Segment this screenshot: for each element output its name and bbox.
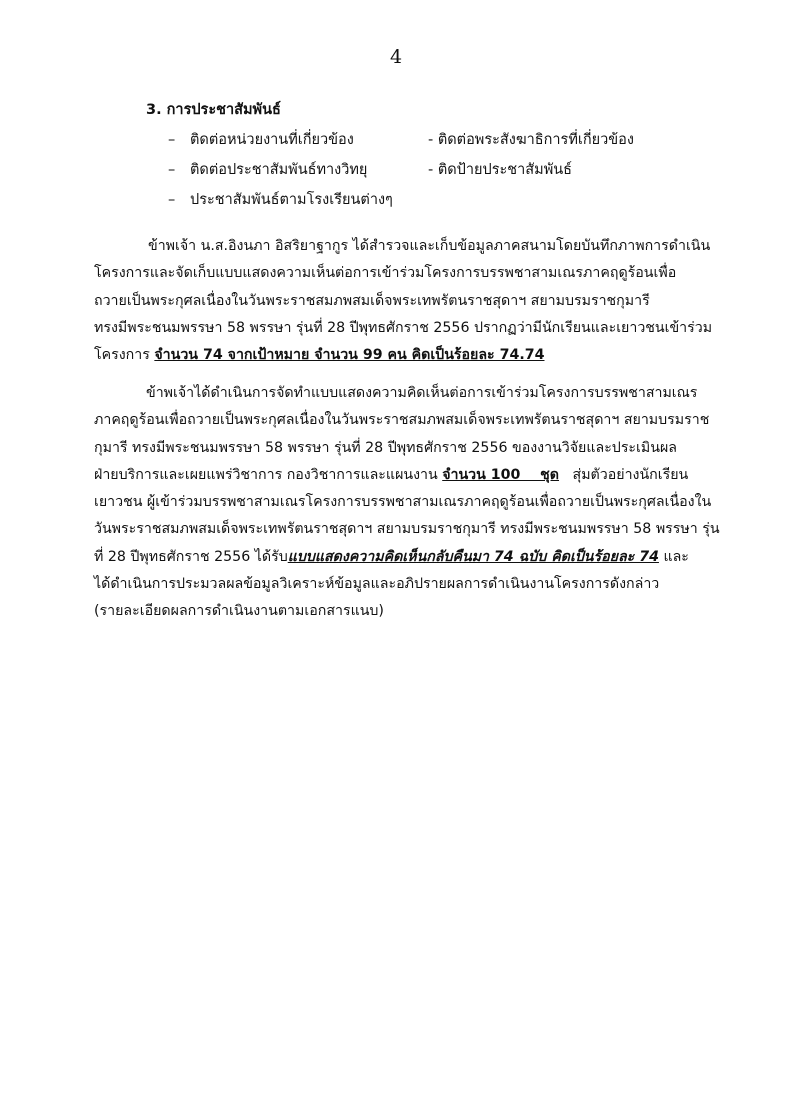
- bullet-text: ประชาสัมพันธ์ตามโรงเรียนต่างๆ: [190, 192, 393, 208]
- page-number: 4: [389, 46, 403, 68]
- bullet-text: ติดต่อพระสังฆาธิการที่เกี่ยวข้อง: [437, 132, 634, 148]
- paragraph-line: ถวายเป็นพระกุศลเนื่องในวันพระราชสมภพสมเด็จพระเทพรัตนราชสุดาฯ สยามบรมราชกุมารี: [94, 292, 650, 309]
- bullet-item: [168, 158, 367, 181]
- paragraph-line: ข้าพเจ้า น.ส.อิงนภา อิสริยาฐากูร ได้สำรวจและเก็บข้อมูลภาคสนามโดยบันทึกภาพการดำเนิน: [148, 238, 711, 254]
- paragraph-line: วันพระราชสมภพสมเด็จพระเทพรัตนราชสุดาฯ สยามบรมราชกุมารี ทรงมีพระชนมพรรษา 58 พรรษา รุ่น: [94, 521, 720, 538]
- paragraph-line: ได้ดำเนินการประมวลผลข้อมูลวิเคราะห์ข้อมูลและอภิปรายผลการดำเนินงานโครงการดังกล่าว: [94, 576, 660, 593]
- paragraph-line: [94, 342, 666, 369]
- paragraph-line: [94, 462, 689, 489]
- text-segment: ฝ่ายบริการและเผยแพร่วิชาการ กองวิชาการและแผนงาน: [94, 466, 443, 483]
- bullet-dash: –: [168, 132, 176, 148]
- bullet-text: ติดต่อประชาสัมพันธ์ทางวิทยุ: [190, 162, 368, 178]
- bullet-item: [428, 158, 572, 181]
- emphasis-sets: จำนวน 100 ชุด: [442, 466, 560, 483]
- paragraph-line: ภาคฤดูร้อนเพื่อถวายเป็นพระกุศลเนื่องในวันพระราชสมภพสมเด็จพระเทพรัตนราชสุดาฯ สยามบรมราช: [94, 412, 710, 429]
- section-title: 3. การประชาสัมพันธ์: [146, 102, 281, 118]
- paragraph-2: [94, 380, 720, 626]
- paragraph-line: ทรงมีพระชนมพรรษา 58 พรรษา รุ่นที่ 28 ปีพุทธศักราช 2556 ปรากฏว่ามีนักเรียนและเยาวชนเข้าร่วม: [94, 319, 713, 336]
- emphasis-returned: แบบแสดงความคิดเห็นกลับคืนมา 74 ฉบับ คิดเป็นร้อยละ 74: [287, 548, 659, 565]
- paragraph-line: เยาวชน ผู้เข้าร่วมบรรพชาสามเณรโครงการบรรพชาสามเณรภาคฤดูร้อนเพื่อถวายเป็นพระกุศลเนื่องใน: [94, 494, 712, 511]
- paragraph-line: กุมารี ทรงมีพระชนมพรรษา 58 พรรษา รุ่นที่ 28 ปีพุทธศักราช 2556 ของงานวิจัยและประเมินผล: [94, 439, 677, 456]
- bullet-dash: -: [428, 132, 434, 148]
- bullet-dash: –: [168, 162, 176, 178]
- bullet-item: [168, 188, 393, 211]
- paragraph-1: [94, 233, 718, 369]
- paragraph-line: (รายละเอียดผลการดำเนินงานตามเอกสารแนบ): [94, 603, 384, 620]
- bullet-dash: –: [168, 192, 176, 208]
- bullet-text: ติดป้ายประชาสัมพันธ์: [437, 162, 573, 178]
- text-segment: โครงการ: [94, 347, 155, 364]
- bullet-item: [168, 128, 354, 151]
- paragraph-line: โครงการและจัดเก็บแบบแสดงความเห็นต่อการเข้าร่วมโครงการบรรพชาสามเณรภาคฤดูร้อนเพื่อ: [94, 265, 677, 282]
- paragraph-line: [94, 544, 689, 571]
- bullet-text: ติดต่อหน่วยงานที่เกี่ยวข้อง: [190, 132, 354, 148]
- text-segment: และ: [658, 548, 689, 565]
- paragraph-line: ข้าพเจ้าได้ดำเนินการจัดทำแบบแสดงความคิดเห็นต่อการเข้าร่วมโครงการบรรพชาสามเณร: [146, 385, 698, 401]
- emphasis-participants: จำนวน 74 จากเป้าหมาย จำนวน 99 คน คิดเป็นร้อยละ 74.74: [154, 347, 545, 364]
- bullet-dash: -: [428, 162, 434, 178]
- text-segment: สุ่มตัวอย่างนักเรียน: [559, 466, 689, 483]
- text-segment: ที่ 28 ปีพุทธศักราช 2556 ได้รับ: [94, 548, 288, 565]
- bullet-item: [428, 128, 634, 151]
